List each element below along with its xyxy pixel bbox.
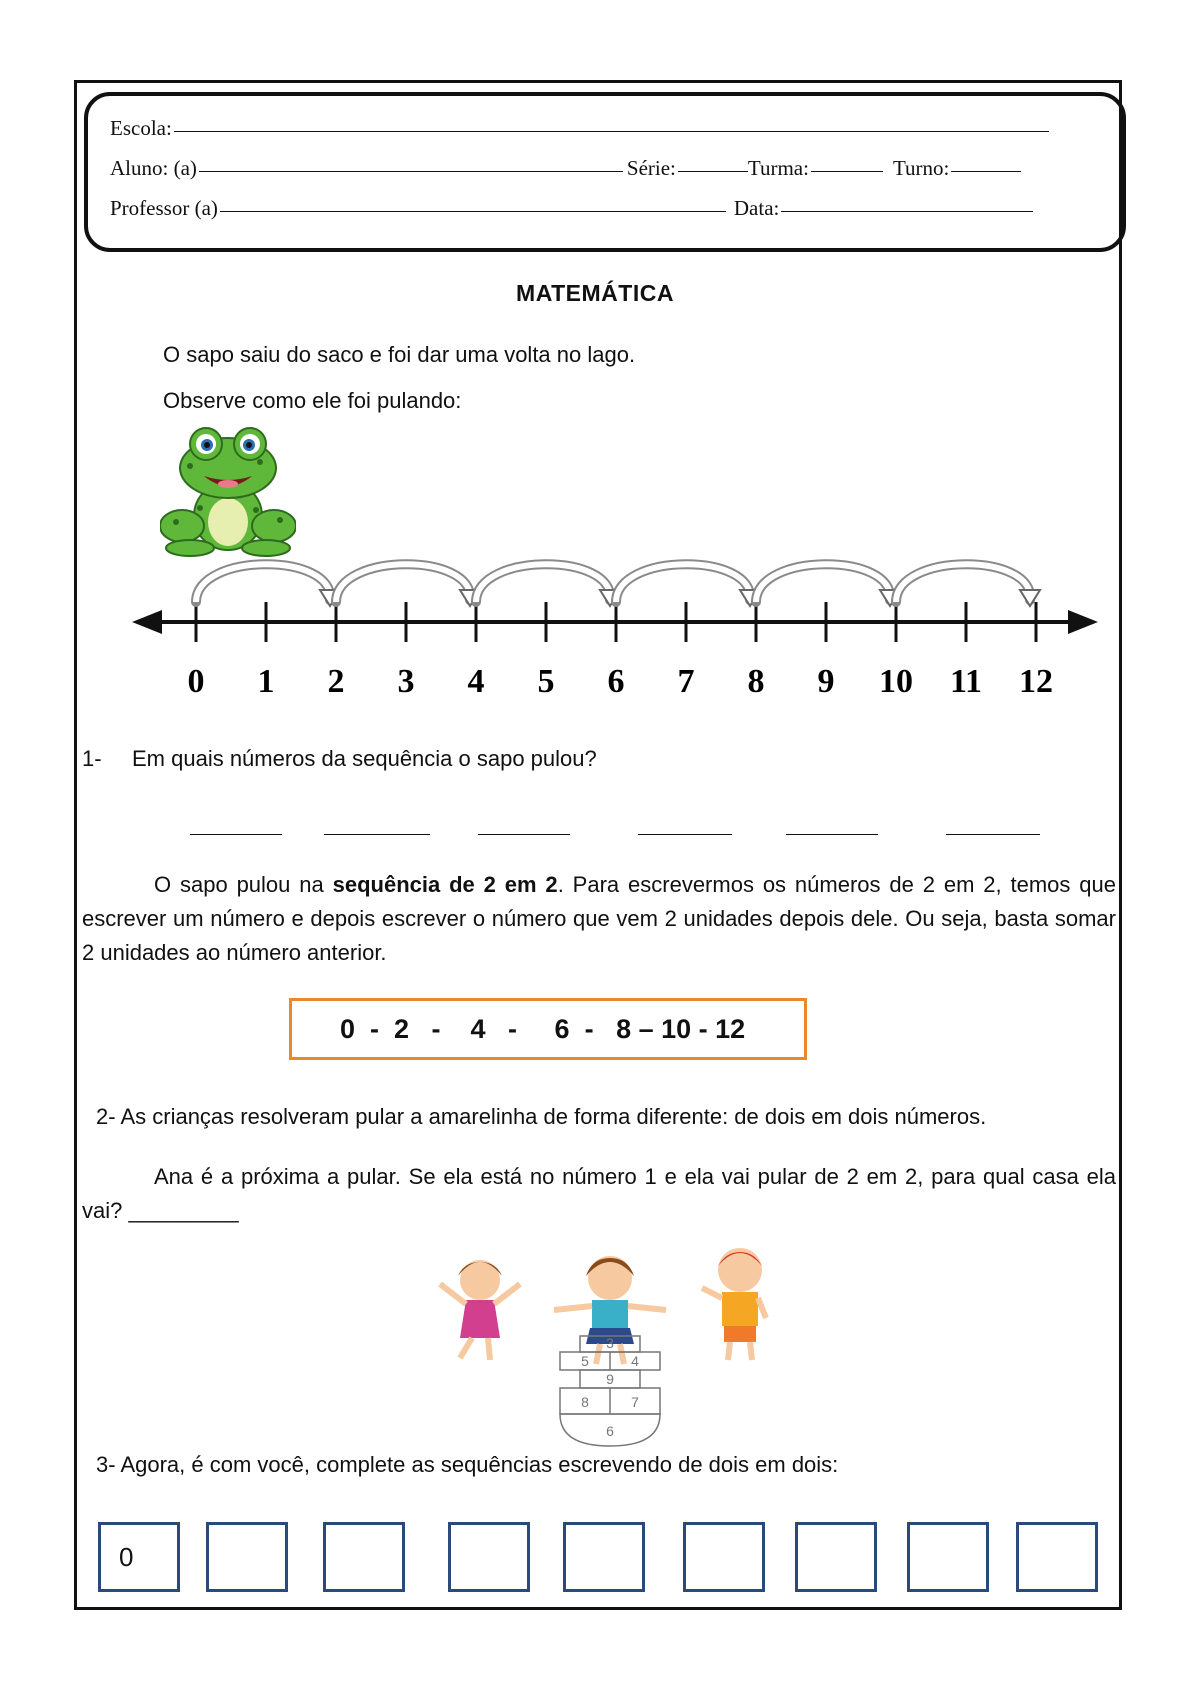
number-line-label: 10: [879, 663, 913, 700]
q1-answer-2[interactable]: [324, 833, 430, 835]
frog-icon: [160, 428, 296, 556]
page-title: MATEMÁTICA: [516, 280, 674, 306]
girl-left-icon: [440, 1260, 520, 1360]
student-field[interactable]: [199, 170, 623, 172]
hopscotch-number: 7: [631, 1394, 639, 1410]
boy-right-icon: [702, 1248, 766, 1360]
q1-answer-6[interactable]: [946, 833, 1040, 835]
q2-text: 2- As crianças resolveram pular a amarelinha de forma diferente: de dois em dois números.: [96, 1104, 987, 1129]
q1-number: 1-: [82, 746, 102, 771]
hopscotch-number: 5: [581, 1353, 589, 1369]
teacher-label: Professor (a): [110, 196, 218, 220]
hopscotch-number: 6: [606, 1423, 614, 1439]
hopscotch-number: 4: [631, 1353, 639, 1369]
intro-line-1: O sapo saiu do saco e foi dar uma volta no lago.: [163, 342, 636, 367]
sequence-answer-box[interactable]: [323, 1522, 405, 1592]
number-line-label: 9: [817, 663, 835, 700]
kids-hopscotch-image: [430, 1248, 790, 1448]
hopscotch-number: 8: [581, 1394, 589, 1410]
sequence-answer-box[interactable]: 0: [98, 1522, 180, 1592]
explanation-paragraph: [82, 868, 1116, 970]
class-field[interactable]: [811, 170, 883, 172]
q1-answer-4[interactable]: [638, 833, 732, 835]
number-line-label: 11: [949, 663, 983, 700]
school-field[interactable]: [174, 130, 1049, 132]
grade-field[interactable]: [678, 170, 748, 172]
explanation-part-2: . Para escrevermos os números de 2 em 2, temos que escrever um número e depois escrever o número que vem 2 unidades depois dele. Ou seja, basta somar 2 unidades ao número anterior.: [82, 872, 1117, 965]
hopscotch-number: 9: [606, 1371, 614, 1387]
date-field[interactable]: [781, 210, 1033, 212]
header-box: [84, 92, 1126, 252]
number-line-label: 0: [187, 663, 205, 700]
date-label: Data:: [733, 196, 780, 220]
hopscotch-icon: [560, 1335, 660, 1446]
intro-line-2: Observe como ele foi pulando:: [163, 388, 462, 413]
sequence-answer-box[interactable]: [563, 1522, 645, 1592]
student-row: [110, 156, 1021, 181]
number-line-label: 12: [1019, 663, 1053, 700]
frog-image: [160, 418, 296, 558]
q1-text: Em quais números da sequência o sapo pulou?: [132, 746, 597, 771]
number-line-label: 8: [747, 663, 765, 700]
number-line-label: 2: [327, 663, 345, 700]
explanation-part-1: O sapo pulou na: [154, 872, 333, 897]
sequence-answer-box[interactable]: [1016, 1522, 1098, 1592]
student-label: Aluno: (a): [110, 156, 197, 180]
school-row: [110, 116, 1049, 141]
shift-field[interactable]: [951, 170, 1021, 172]
q1-answer-3[interactable]: [478, 833, 570, 835]
sequence-answer-box[interactable]: [795, 1522, 877, 1592]
sequence-answer-box[interactable]: [206, 1522, 288, 1592]
number-line-label: 1: [257, 663, 275, 700]
sequence-answer-box[interactable]: [448, 1522, 530, 1592]
sequence-answer-box[interactable]: [907, 1522, 989, 1592]
q2-paragraph: Ana é a próxima a pular. Se ela está no número 1 e ela vai pular de 2 em 2, para qual casa ela vai? _________: [82, 1164, 1116, 1223]
number-line-label: 6: [607, 663, 625, 700]
number-line-label: 7: [677, 663, 695, 700]
number-line-label: 5: [537, 663, 555, 700]
q1-answer-1[interactable]: [190, 833, 282, 835]
explanation-bold: sequência de 2 em 2: [332, 872, 558, 897]
grade-label: Série:: [626, 156, 676, 180]
teacher-row: [110, 196, 1033, 221]
number-line: [120, 550, 1110, 710]
school-label: Escola:: [110, 116, 172, 140]
hopscotch-number: 3: [606, 1335, 614, 1351]
q3-text: 3- Agora, é com você, complete as sequências escrevendo de dois em dois:: [96, 1452, 839, 1477]
number-line-label: 4: [467, 663, 485, 700]
shift-label: Turno:: [892, 156, 950, 180]
teacher-field[interactable]: [220, 210, 726, 212]
number-line-label: 3: [397, 663, 415, 700]
sequence-box: 0 - 2 - 4 - 6 - 8 – 10 - 12: [289, 998, 807, 1060]
sequence-answer-box[interactable]: [683, 1522, 765, 1592]
left-arrow-icon: [132, 610, 162, 634]
class-label: Turma:: [747, 156, 809, 180]
q1-answer-5[interactable]: [786, 833, 878, 835]
right-arrow-icon: [1068, 610, 1098, 634]
